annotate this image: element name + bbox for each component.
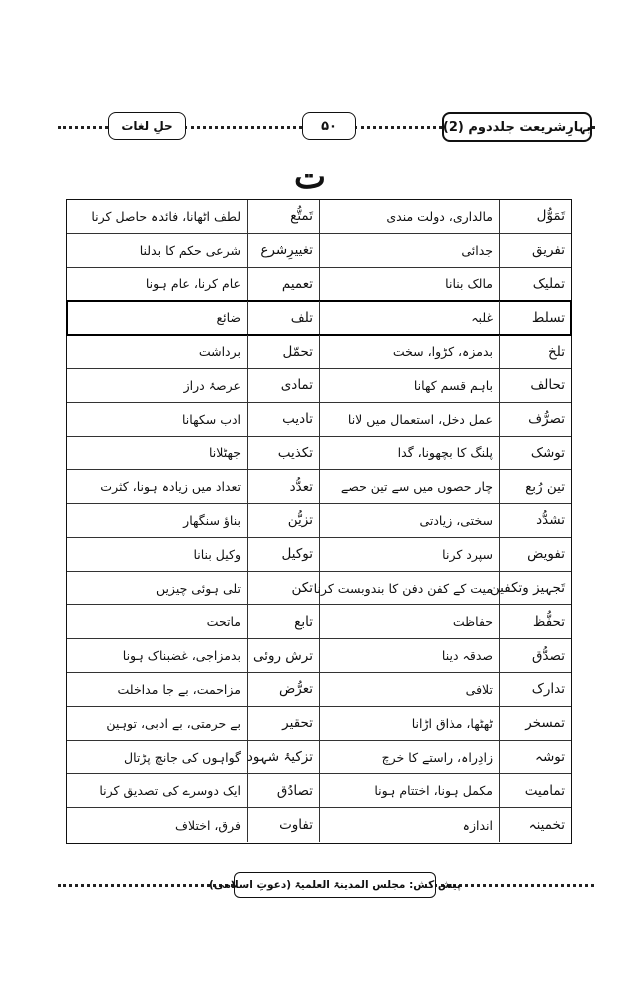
meaning-cell: بدمزاجی، غضبناک ہونا <box>122 648 241 664</box>
term-cell: تحفُّظ <box>499 605 571 638</box>
meaning-cell: عرصۂ دراز <box>183 377 241 393</box>
term-cell: تسلط <box>499 301 571 334</box>
publisher-credit: پیش کش: مجلس المدینۃ العلمیۃ (دعوتِ اسلامی) <box>234 872 436 898</box>
term-cell: تَمَوُّل <box>499 200 571 233</box>
term-cell: تعدُّد <box>247 470 319 503</box>
term-cell: تعمیم <box>247 268 319 301</box>
meaning-cell: اندازہ <box>319 808 499 842</box>
table-row <box>67 538 571 572</box>
meaning-cell: بے حرمتی، بے ادبی، توہین <box>106 715 241 731</box>
table-row <box>67 403 571 437</box>
table-row <box>67 268 571 302</box>
meaning-cell: حفاظت <box>319 605 499 638</box>
table-row <box>67 774 571 808</box>
meaning-cell: جدائی <box>319 234 499 267</box>
meaning-cell: ادب سکھانا <box>181 411 241 427</box>
meaning-cell: مکمل ہونا، اختتام ہونا <box>319 774 499 807</box>
term-cell: تملیک <box>499 268 571 301</box>
term-cell: تحقیر <box>247 707 319 740</box>
term-cell: تمسخر <box>499 707 571 740</box>
term-cell: تادیب <box>247 403 319 436</box>
term-cell: تلف <box>247 301 319 334</box>
term-cell: تحالف <box>499 369 571 402</box>
meaning-cell: لطف اٹھانا، فائدہ حاصل کرنا <box>91 208 241 224</box>
table-row <box>67 673 571 707</box>
term-cell: تکذیب <box>247 437 319 470</box>
meaning-cell: باہم قسم کھانا <box>319 369 499 402</box>
term-cell: تمامیت <box>499 774 571 807</box>
term-cell: تزکیۂ شہود <box>247 741 319 774</box>
table-row <box>67 639 571 673</box>
meaning-cell: غلبہ <box>319 301 499 334</box>
term-cell: تصدُّق <box>499 639 571 672</box>
meaning-cell: فرق، اختلاف <box>175 817 241 833</box>
term-cell: توشہ <box>499 741 571 774</box>
table-row <box>67 741 571 775</box>
table-row <box>67 200 571 234</box>
term-cell: تفریق <box>499 234 571 267</box>
meaning-cell: جھٹلانا <box>208 445 241 461</box>
footer-dotted-rule-left <box>58 884 234 887</box>
term-cell: تین رُبع <box>499 470 571 503</box>
page-header <box>58 108 594 146</box>
term-cell: تفویض <box>499 538 571 571</box>
meaning-cell: پلنگ کا بچھونا، گدا <box>319 437 499 470</box>
term-cell: تابع <box>247 605 319 638</box>
meaning-cell: ماتحت <box>206 614 241 630</box>
meaning-cell: عمل دخل، استعمال میں لانا <box>319 403 499 436</box>
term-cell: تعرُّض <box>247 673 319 706</box>
term-cell: تمادی <box>247 369 319 402</box>
meaning-cell: سختی، زیادتی <box>319 504 499 537</box>
book-title: بہارِشریعت جلددوم (2) <box>442 112 592 142</box>
table-row <box>67 572 571 606</box>
term-cell: تفاوت <box>247 808 319 842</box>
term-cell: تَجہیز وتکفین <box>499 572 571 605</box>
term-cell: تصادُق <box>247 774 319 807</box>
page-footer <box>58 868 594 902</box>
meaning-cell: میت کے کفن دفن کا بندوبست کرنا <box>319 572 499 605</box>
meaning-cell: تلافی <box>319 673 499 706</box>
meaning-cell: بدمزہ، کڑوا، سخت <box>319 335 499 368</box>
meaning-cell: عام کرنا، عام ہونا <box>145 276 241 292</box>
meaning-cell: سپرد کرنا <box>319 538 499 571</box>
meaning-cell: مالک بنانا <box>319 268 499 301</box>
table-row <box>67 335 571 369</box>
glossary-table <box>66 199 572 844</box>
meaning-cell: وکیل بنانا <box>193 546 241 562</box>
meaning-cell: تلی ہوئی چیزیں <box>155 580 241 596</box>
term-cell: تدارک <box>499 673 571 706</box>
meaning-cell: مالداری، دولت مندی <box>319 200 499 233</box>
term-cell: تحمّل <box>247 335 319 368</box>
term-cell: تشدُّد <box>499 504 571 537</box>
table-row <box>67 605 571 639</box>
meaning-cell: ایک دوسرے کی تصدیق کرنا <box>99 783 241 799</box>
table-row <box>67 470 571 504</box>
meaning-cell: ٹھٹھا، مذاق اڑانا <box>319 707 499 740</box>
term-cell: تلخ <box>499 335 571 368</box>
section-letter: ت <box>293 157 326 197</box>
term-cell: توکیل <box>247 538 319 571</box>
meaning-cell: بناؤ سنگھار <box>183 512 241 528</box>
header-dotted-rule-mid-right <box>354 126 442 129</box>
meaning-cell: گواہوں کی جانچ پڑتال <box>124 749 241 765</box>
meaning-cell: زادِراہ، راستے کا خرچ <box>319 741 499 774</box>
meaning-cell: ضائع <box>216 310 241 326</box>
meaning-cell: صدقہ دینا <box>319 639 499 672</box>
meaning-cell: برداشت <box>198 344 241 360</box>
term-cell: توشک <box>499 437 571 470</box>
meaning-cell: مزاحمت، بے جا مداخلت <box>117 681 241 697</box>
header-dotted-rule-mid-left <box>184 126 302 129</box>
term-cell: ترش روئی <box>247 639 319 672</box>
header-dotted-rule-left <box>58 126 108 129</box>
table-row <box>67 301 571 335</box>
table-row <box>67 504 571 538</box>
meaning-cell: شرعی حکم کا بدلنا <box>139 242 241 258</box>
term-cell: تصرُّف <box>499 403 571 436</box>
table-row <box>67 808 571 842</box>
table-row <box>67 437 571 471</box>
page-number: ۵۰ <box>302 112 356 140</box>
table-row <box>67 369 571 403</box>
meaning-cell: چار حصوں میں سے تین حصے <box>319 470 499 503</box>
term-cell: تغییرِشرع <box>247 234 319 267</box>
table-row <box>67 234 571 268</box>
term-cell: تَمتُّع <box>247 200 319 233</box>
term-cell: تخمینہ <box>499 808 571 842</box>
term-cell: تکن <box>247 572 319 605</box>
table-row <box>67 707 571 741</box>
meaning-cell: تعداد میں زیادہ ہونا، کثرت <box>100 479 241 495</box>
term-cell: تزیُّن <box>247 504 319 537</box>
section-title: حلِ لغات <box>108 112 186 140</box>
